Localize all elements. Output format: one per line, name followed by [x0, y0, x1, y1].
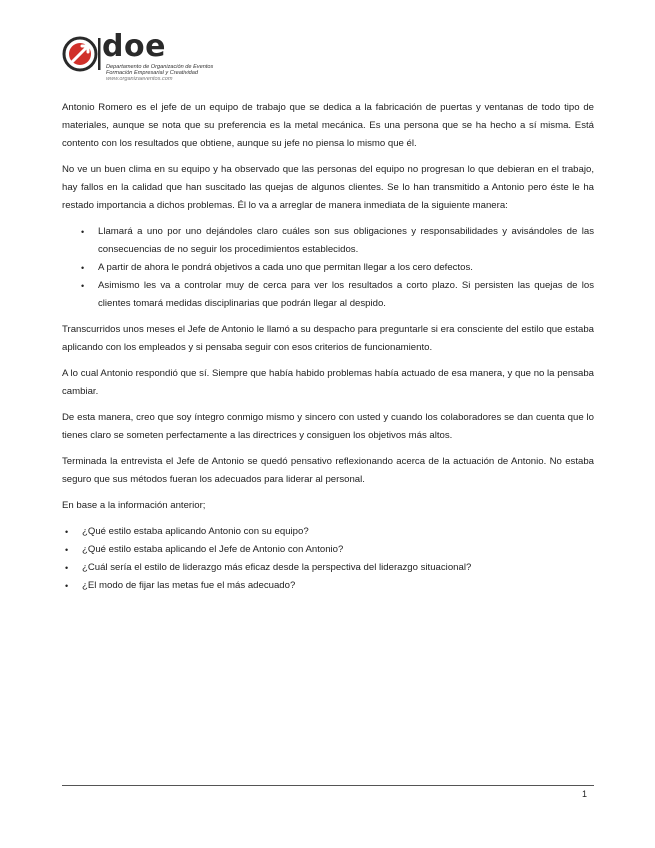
doe-emblem-icon — [62, 34, 102, 74]
question-item — [62, 577, 594, 595]
bullet-icon: • — [65, 527, 69, 537]
question-text: ¿Qué estilo estaba aplicando el Jefe de Antonio con Antonio? — [82, 544, 344, 555]
page-number: 1 — [582, 789, 588, 799]
questions-list — [62, 523, 594, 595]
bullet-icon: • — [81, 263, 85, 273]
paragraph-6: Terminada la entrevista el Jefe de Antonio se quedó pensativo reflexionando acerca de la actuación de Antonio. No estaba seguro que sus métodos fueran los adecuados para liderar al personal. — [62, 456, 594, 485]
document-body — [62, 99, 594, 603]
bullet-icon: • — [65, 581, 69, 591]
bullet-icon: • — [65, 545, 69, 555]
question-item — [62, 541, 594, 559]
footer-divider — [62, 785, 594, 786]
question-text: ¿Qué estilo estaba aplicando Antonio con su equipo? — [82, 526, 309, 537]
paragraph-3: Transcurridos unos meses el Jefe de Antonio le llamó a su despacho para preguntarle si era consciente del estilo que estaba aplicando con los empleados y si pensaba seguir con esos criterios de funcionamiento. — [62, 324, 594, 353]
bullet-icon: • — [81, 227, 85, 237]
question-item — [62, 523, 594, 541]
logo-website: www.organizaeventos.com — [106, 76, 173, 82]
list-item-text: A partir de ahora le pondrá objetivos a cada uno que permitan llegar a los cero defectos. — [98, 262, 473, 273]
question-text: ¿El modo de fijar las metas fue el más adecuado? — [82, 580, 296, 591]
question-item — [62, 559, 594, 577]
logo-subtitle-2: Formación Empresarial y Creatividad — [106, 70, 199, 76]
paragraph-1: Antonio Romero es el jefe de un equipo de trabajo que se dedica a la fabricación de puertas y ventanas de todo tipo de materiales, aunque se nota que su preferencia es la metal mecánica. Es una persona que se ha hecho a sí misma. Está contento con los resultados que obtiene, aunque su jefe no piensa lo mismo que él. — [62, 102, 594, 149]
list-item-text: Asimismo les va a controlar muy de cerca para ver los resultados a corto plazo. Si persisten las quejas de los clientes tomará medidas disciplinarias que podrán llegar al despido. — [98, 280, 594, 309]
logo-subtitle-1: Departamento de Organización de Eventos — [106, 64, 214, 70]
doe-logo — [62, 29, 252, 84]
bullet-icon: • — [81, 281, 85, 291]
logo-wordmark: doe — [102, 29, 166, 64]
paragraph-7: En base a la información anterior; — [62, 500, 206, 511]
list-item — [62, 223, 594, 259]
paragraph-4: A lo cual Antonio respondió que sí. Siempre que había habido problemas había actuado de esa manera, y que no la pensaba cambiar. — [62, 368, 594, 397]
paragraph-2: No ve un buen clima en su equipo y ha observado que las personas del equipo no progresan lo que debieran en el trabajo, hay fallos en la calidad que han suscitado las quejas de algunos clientes. Se lo han transmitido a Antonio pero éste le ha restado importancia a dichos problemas. Él lo va a arreglar de manera inmediata de la siguiente manera: — [62, 164, 594, 211]
measures-list — [62, 223, 594, 313]
bullet-icon: • — [65, 563, 69, 573]
list-item — [62, 277, 594, 313]
list-item — [62, 259, 594, 277]
paragraph-5: De esta manera, creo que soy íntegro conmigo mismo y sincero con usted y cuando los colaboradores se dan cuenta que lo tienes claro se someten perfectamente a las directrices y consiguen los objetivos más altos. — [62, 412, 594, 441]
list-item-text: Llamará a uno por uno dejándoles claro cuáles son sus obligaciones y responsabilidades y avisándoles de las consecuencias de no seguir los procedimientos establecidos. — [98, 226, 594, 255]
question-text: ¿Cuál sería el estilo de liderazgo más eficaz desde la perspectiva del liderazgo situacional? — [82, 562, 472, 573]
